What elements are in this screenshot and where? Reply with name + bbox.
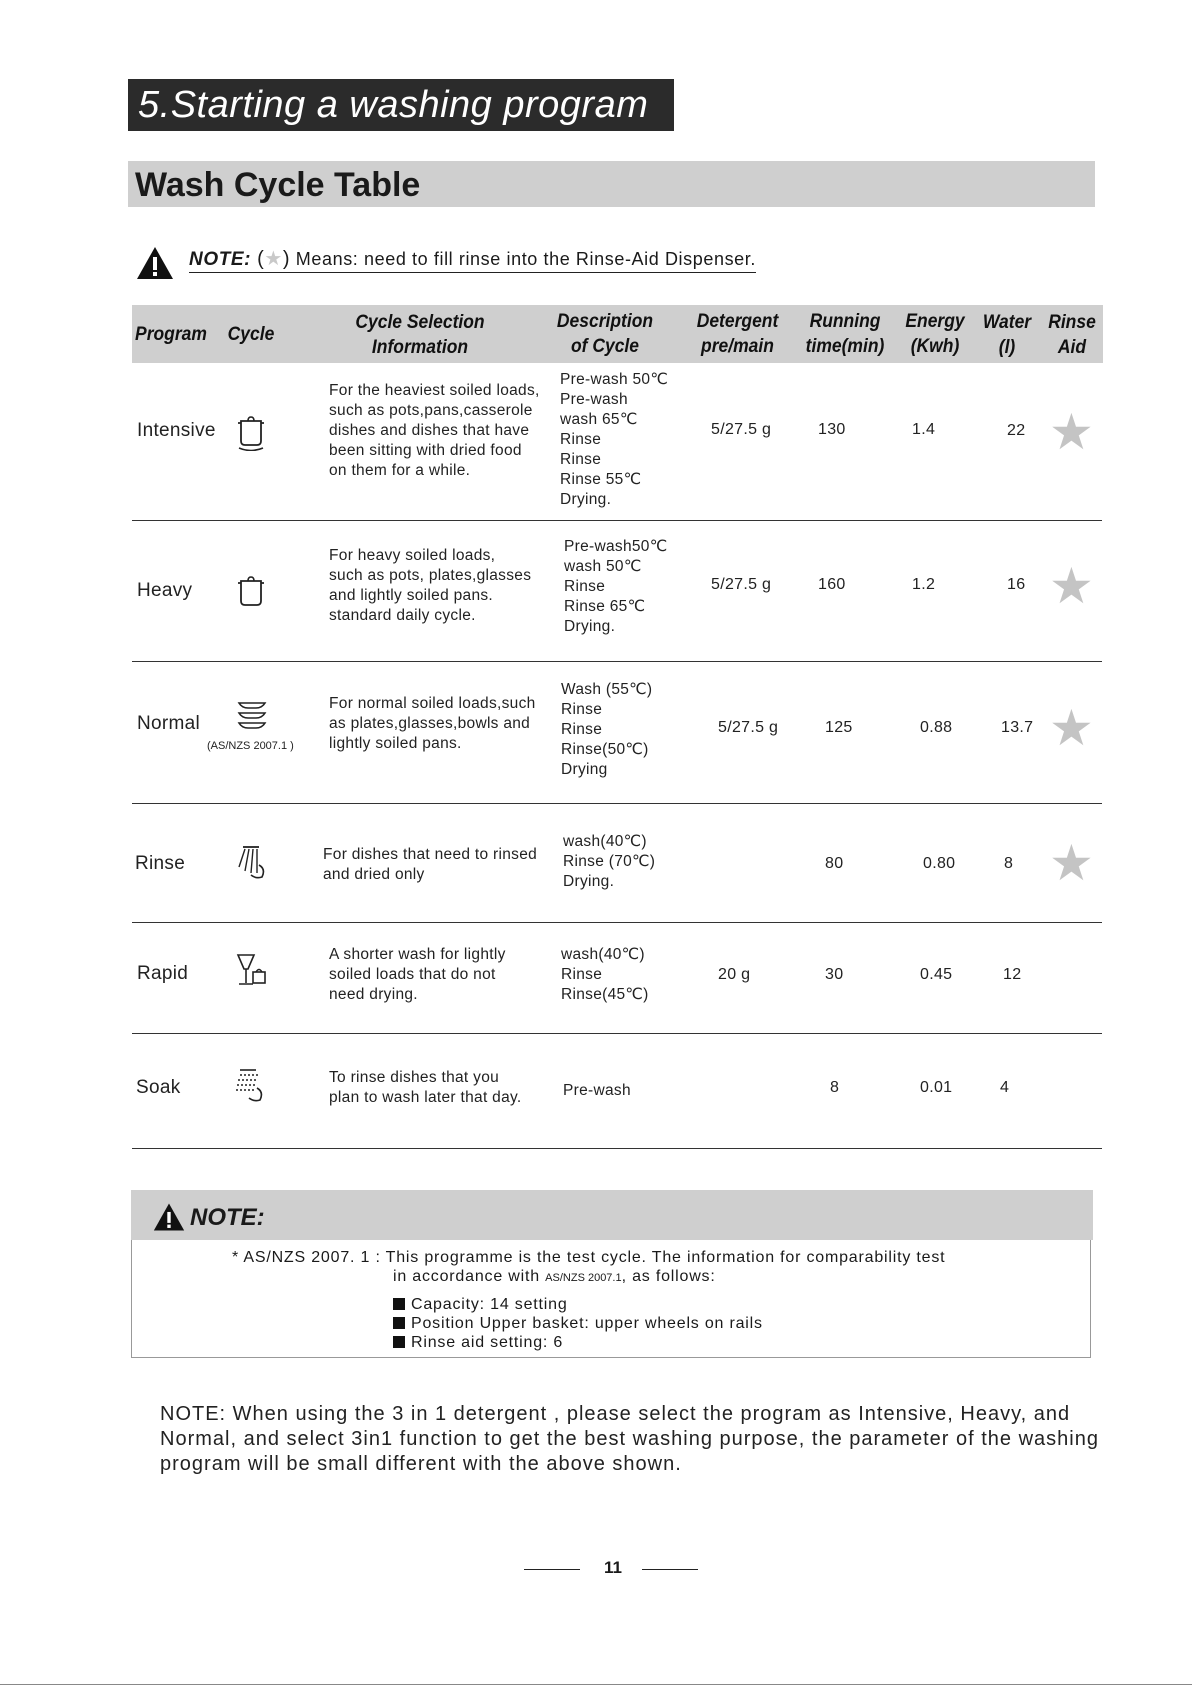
rinse-aid-star-icon: ★ [1049, 404, 1094, 460]
wash-cycle-table-title: Wash Cycle Table [128, 161, 1095, 207]
star-icon: ★ [264, 248, 283, 270]
water-value: 8 [1004, 855, 1014, 872]
warning-icon [136, 246, 174, 280]
cycle-description: Wash (55℃) Rinse Rinse Rinse(50℃) Drying [561, 681, 653, 778]
test-cycle-note: * AS/NZS 2007. 1 : This programme is the test cycle. The information for comparability test [232, 1249, 946, 1266]
warning-icon [153, 1202, 185, 1232]
cycle-info: For heavy soiled loads, such as pots, plates,glasses and lightly soiled pans. standard daily cycle. [329, 547, 532, 624]
program-name: Intensive [137, 420, 216, 441]
energy-value: 0.45 [920, 966, 953, 983]
header-cycle: Cycle [227, 324, 275, 345]
running-time-value: 8 [830, 1079, 840, 1096]
water-value: 12 [1003, 966, 1022, 983]
row-divider [132, 661, 1102, 662]
header-detergent-2: pre/main [701, 336, 774, 357]
page-number-rule [642, 1569, 698, 1570]
header-water-1: Water [982, 312, 1032, 333]
pot-icon [233, 571, 269, 611]
program-name: Rinse [135, 853, 186, 874]
detergent-value: 5/27.5 g [711, 576, 772, 593]
program-name: Soak [136, 1077, 181, 1098]
row-divider [132, 1033, 1102, 1034]
header-desc-2: of Cycle [570, 336, 639, 357]
water-value: 16 [1007, 576, 1026, 593]
header-running-2: time(min) [805, 336, 885, 357]
energy-value: 0.88 [920, 719, 953, 736]
header-energy-2: (Kwh) [910, 336, 960, 357]
row-divider [132, 803, 1102, 804]
energy-value: 1.4 [912, 421, 936, 438]
cycle-description: Pre-wash 50℃ Pre-wash wash 65℃ Rinse Rinse Rinse 55℃ Drying. [560, 371, 669, 508]
rinse-aid-star-icon: ★ [1049, 700, 1094, 756]
note-box-header [131, 1190, 1093, 1240]
running-time-value: 80 [825, 855, 844, 872]
bullet-item: Position Upper basket: upper wheels on rails [393, 1315, 763, 1333]
detergent-value: 5/27.5 g [718, 719, 779, 736]
bullet-item: Rinse aid setting: 6 [393, 1334, 563, 1352]
note-text: Means: need to fill rinse into the Rinse-Aid Dispenser. [295, 249, 756, 269]
header-info-2: Information [371, 337, 469, 358]
header-program: Program [135, 324, 207, 345]
header-rinse-aid-1: Rinse [1048, 312, 1096, 333]
energy-value: 0.01 [920, 1079, 953, 1096]
bullet-icon [393, 1317, 405, 1329]
program-name: Heavy [137, 580, 193, 601]
cycle-info: For normal soiled loads,such as plates,glasses,bowls and lightly soiled pans. [329, 695, 536, 752]
program-name: Normal [137, 713, 201, 734]
rinse-aid-star-icon: ★ [1049, 835, 1094, 891]
page-number-rule [524, 1569, 580, 1570]
rinse-aid-star-icon: ★ [1049, 558, 1094, 614]
header-running-1: Running [809, 311, 881, 332]
cycle-description: Pre-wash [563, 1082, 631, 1099]
water-value: 22 [1007, 422, 1026, 439]
water-value: 13.7 [1001, 719, 1034, 736]
row-divider [132, 520, 1102, 521]
row-divider [132, 922, 1102, 923]
running-time-value: 30 [825, 966, 844, 983]
page-number: 11 [604, 1558, 622, 1577]
pot-with-steam-icon [233, 411, 269, 451]
cycle-info: To rinse dishes that you plan to wash later that day. [329, 1069, 522, 1106]
bullet-icon [393, 1298, 405, 1310]
running-time-value: 160 [818, 576, 846, 593]
header-desc-1: Description [556, 311, 654, 332]
bullet-icon [393, 1336, 405, 1348]
stacked-plates-icon [234, 697, 270, 737]
cycle-description: Pre-wash50℃ wash 50℃ Rinse Rinse 65℃ Drying. [564, 538, 668, 635]
bullet-item: Capacity: 14 setting [393, 1296, 568, 1314]
program-name: Rapid [137, 963, 189, 984]
energy-value: 0.80 [923, 855, 956, 872]
header-water-2: (l) [998, 337, 1016, 358]
cycle-description: wash(40℃) Rinse Rinse(45℃) [561, 946, 649, 1003]
note-label: NOTE: [189, 249, 252, 270]
cycle-info: A shorter wash for lightly soiled loads that do not need drying. [329, 946, 506, 1003]
note-box-title: NOTE: [190, 1204, 265, 1231]
detergent-value: 5/27.5 g [711, 421, 772, 438]
header-energy-1: Energy [905, 311, 965, 332]
cycle-info: For the heaviest soiled loads, such as pots,pans,casserole dishes and dishes that have been sitting with dried food on them for a while. [329, 382, 540, 479]
header-detergent-1: Detergent [696, 311, 779, 332]
standard-label: (AS/NZS 2007.1 ) [207, 740, 294, 752]
cycle-info: For dishes that need to rinsed and dried only [323, 846, 538, 883]
comparability-line: in accordance with AS/NZS 2007.1, as follows: [393, 1268, 716, 1285]
section-title: 5.Starting a washing program [128, 79, 674, 131]
glass-and-cup-icon [234, 951, 270, 991]
rinse-aid-note: NOTE: (★) Means: need to fill rinse into the Rinse-Aid Dispenser. [189, 246, 756, 273]
water-value: 4 [1000, 1079, 1010, 1096]
cycle-description: wash(40℃) Rinse (70℃) Drying. [563, 833, 656, 890]
detergent-note: NOTE: When using the 3 in 1 detergent , please select the program as Intensive, Heavy, and Normal, and select 3in1 function to get the best washing purpose, the parameter of the washing program will be small different with the above shown. [160, 1403, 1099, 1475]
running-time-value: 130 [818, 421, 846, 438]
header-info-1: Cycle Selection [355, 312, 485, 333]
soak-spray-icon [232, 1066, 268, 1106]
row-divider [132, 1148, 1102, 1149]
header-rinse-aid-2: Aid [1057, 337, 1087, 358]
energy-value: 1.2 [912, 576, 936, 593]
running-time-value: 125 [825, 719, 853, 736]
detergent-value: 20 g [718, 966, 751, 983]
rinse-spray-icon [234, 843, 270, 883]
